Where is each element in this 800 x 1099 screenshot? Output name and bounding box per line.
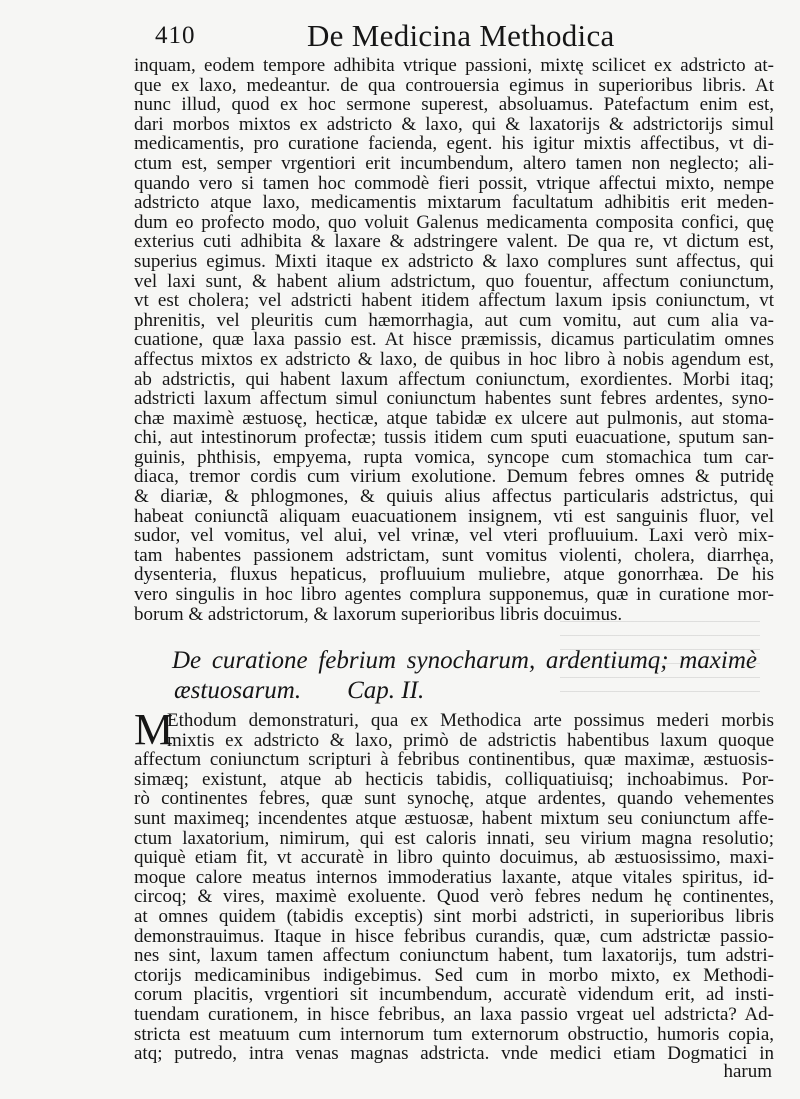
text-line: chi, aut intestinorum profectæ; tussis itidem cum sputi euacuatione, sputum san-: [134, 428, 774, 448]
text-line: affectum coniunctum scripturi à febribus continentibus, quæ maximæ, æstuosis-: [134, 750, 774, 770]
text-line: inquam, eodem tempore adhibita vtrique passioni, mixtę scilicet ex adstricto at-: [134, 56, 774, 76]
chapter-label: Cap. II.: [347, 677, 425, 704]
text-line: adstricto atque laxo, medicamentis mixtarum facultatum adhibitis erit meden-: [134, 193, 774, 213]
chapter-heading-line-2: [172, 676, 772, 706]
text-line: superius egimus. Mixti itaque ex adstricto & laxo complures sunt affectus, qui: [134, 251, 774, 272]
text-line: exterius cuti adhibita & laxare & adstringere valent. De qua re, vt dictum est,: [134, 232, 774, 252]
text-line: tam habentes passionem adstrictam, sunt vomitus violenti, cholera, diarrhęa,: [134, 545, 774, 566]
text-line: vero singulis in hoc libro agentes complura supponemus, quæ in curatione mor-: [134, 585, 774, 605]
text-line: guinis, phthisis, empyema, rupta vomica, syncope cum stomachica tum car-: [134, 447, 774, 468]
running-title: De Medicina Methodica: [307, 18, 615, 53]
text-line: vt est cholera; vel adstricti habent itidem affectum laxum ipsis coniunctum, vt: [134, 291, 774, 311]
text-line: corum placitis, vrgentiori sit incumbendum, accuratè videndum erit, ad insti-: [134, 985, 774, 1005]
text-line: tuendam curationem, in hisce febribus, an laxa passio vrgeat uel adstricta? Ad-: [134, 1004, 774, 1025]
text-line: ab adstrictis, qui habent laxum affectum coniunctum, exordientes. Morbi itaq;: [134, 369, 774, 390]
catchword: harum: [723, 1061, 772, 1082]
text-line: chæ maximè æstuosę, hecticæ, atque tabidæ ex ulcere aut pulmonis, aut stoma-: [134, 408, 774, 429]
text-line: nunc illud, quod ex hoc sermone superest, absoluamus. Patefactum enim est,: [134, 95, 774, 115]
text-line: demonstrauimus. Itaque in hisce febribus curandis, quæ, cum adstrictæ passio-: [134, 926, 774, 947]
text-line: & diariæ, & phlogmones, & quiuis alius affectus particularis adstrictus, qui: [134, 487, 774, 507]
text-line: stricta est meatuum cum internorum tum externorum obstructio, humoris copia,: [134, 1024, 774, 1045]
text-line: atq; putredo, intra venas magnas adstricta. vnde medici etiam Dogmatici in: [134, 1044, 774, 1064]
text-line: adstricti laxum affectum simul coniunctum habentes sunt febres ardentes, syno-: [134, 389, 774, 409]
paragraph-1: [134, 56, 774, 624]
text-line: Ethodum demonstraturi, qua ex Methodica arte possimus mederi morbis: [167, 711, 774, 731]
chapter-heading-line-1: De curatione febrium synocharum, ardentiumq; maximè: [172, 647, 757, 674]
text-line: nes sint, laxum tamen affectum coniunctum habent, tum laxatorijs, tum adstri-: [134, 946, 774, 966]
text-line: simæq; existunt, atque ab hecticis tabidis, colliquatiuisq; inchoabimus. Por-: [134, 769, 774, 790]
text-line: moque calore meatus internos immoderatius laxante, atque vitales spiritus, id-: [134, 867, 774, 888]
text-line: rò continentes febres, quæ sunt synochę, atque ardentes, quando vehementes: [134, 789, 774, 809]
text-line: dysenteria, fluxus hepaticus, profluuium muliebre, atque gonorrhæa. De his: [134, 565, 774, 586]
text-line: phrenitis, vel pleuritis cum hæmorrhagia, aut cum vomitu, aut cum alia va-: [134, 310, 774, 331]
text-line: dari morbos mixtos ex adstricto & laxo, qui & laxatorijs & adstrictorijs simul: [134, 114, 774, 135]
chapter-heading-line-2-text: æstuosarum.: [174, 677, 302, 704]
text-line: sunt maximeq; incendentes atque æstuosæ, habent mixtum seu coniunctum affe-: [134, 808, 774, 829]
text-line: affectus mixtos ex adstricto & laxo, de quibus in hoc libro à nobis agendum est,: [134, 349, 774, 370]
text-line: ctorijs medicaminibus indigebimus. Sed cum in morbo mixto, ex Methodi-: [134, 965, 774, 986]
text-line: ctum laxatorium, nimirum, qui est caloris innati, seu virium magna resolutio;: [134, 828, 774, 849]
drop-cap: M: [134, 705, 174, 754]
chapter-heading: [172, 646, 772, 706]
text-line: quiquè etiam fit, vt accuratè in libro quinto docuimus, ab æstuosissimo, maxi-: [134, 848, 774, 868]
text-line: vel laxi sunt, & habent alium adstrictum, quo fouentur, affectum coniunctum,: [134, 271, 774, 292]
text-line: ctum est, semper vrgentiori erit incumbendum, altero tamen non neglecto; ali-: [134, 153, 774, 174]
paragraph-2: [134, 705, 774, 1064]
text-line: quando vero si tamen hoc commodè fieri possit, vtrique affectui mixto, nempe: [134, 173, 774, 194]
text-line: sudor, vel vomitus, vel alui, vel vrinæ, vel vteri profluuium. Laxi verò mix-: [134, 526, 774, 546]
text-line: dum eo profecto modo, quo voluit Galenus medicamenta composita confici, quę: [134, 212, 774, 233]
text-line: at omnes quidem (tabidis exceptis) sint morbi adstricti, in superioribus libris: [134, 906, 774, 927]
running-head: [155, 14, 775, 54]
text-line: diaca, tremor cordis cum virium exolutione. Demum febres omnes & putridę: [134, 467, 774, 488]
text-line: cuatione, quæ laxa passio est. At hisce præmissis, dicamus particulatim omnes: [134, 330, 774, 350]
page-number: 410: [155, 22, 196, 49]
text-line: borum & adstrictorum, & laxorum superioribus libris docuimus.: [134, 604, 623, 625]
text-line: habeat coniunctã aliquam euacuationem insignem, vti est sanguinis fluor, vel: [134, 506, 774, 527]
text-line: que ex laxo, medeantur. de qua controuersia egimus in superioribus libris. At: [134, 75, 774, 96]
text-line: circoq; & vires, maximè exoluente. Quod verò febres nedum hę continentes,: [134, 887, 774, 907]
text-line: mixtis ex adstricto & laxo, primò de adstrictis habentibus laxum quoque: [167, 730, 774, 751]
text-line: medicamentis, pro curatione facienda, egent. his igitur mixtis affectibus, vt di-: [134, 134, 774, 154]
